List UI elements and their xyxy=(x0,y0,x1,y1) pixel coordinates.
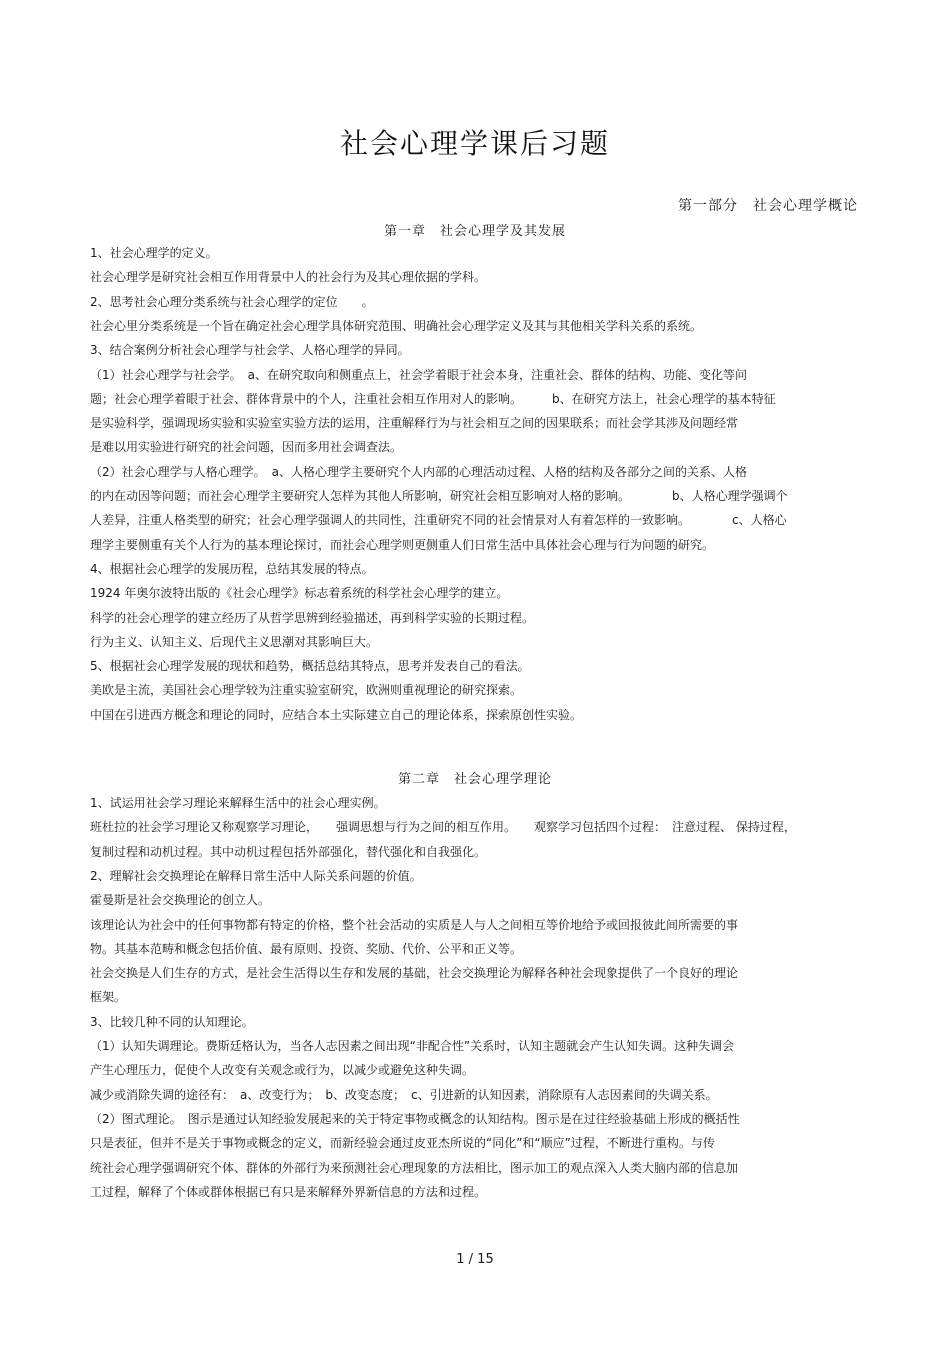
text-line: 1、试运用社会学习理论来解释生活中的社会心理实例。 xyxy=(90,796,386,810)
text-line: 社会交换是人们生存的方式，是社会生活得以生存和发展的基础，社会交换理论为解释各种社会现象提供了一个良好的理论 xyxy=(90,966,739,981)
text-line: 科学的社会心理学的建立经历了从哲学思辨到经验描述，再到科学实验的长期过程。 xyxy=(90,610,535,625)
text-line: 1、社会心理学的定义。 xyxy=(90,246,218,260)
text-line: 物。其基本范畴和概念包括价值、最有原则、投资、奖励、代价、公平和正义等。 xyxy=(90,941,523,956)
text-line: 的内在动因等问题；而社会心理学主要研究人怎样为其他人所影响，研究社会相互影响对人格的影响。 b、人格心理学强调个 xyxy=(90,489,788,503)
text-line: 2、理解社会交换理论在解释日常生活中人际关系问题的价值。 xyxy=(90,868,422,883)
text-line: 2、思考社会心理分类系统与社会心理学的定位 。 xyxy=(90,294,374,309)
text-line: 统社会心理学强调研究个体、群体的外部行为来预测社会心理现象的方法相比，图示加工的观点深入人类大脑内部的信息加 xyxy=(90,1160,739,1175)
text-line: 社会心里分类系统是一个旨在确定社会心理学具体研究范围、明确社会心理学定义及其与其他相关学科关系的系统。 xyxy=(90,318,703,333)
text-line: 是难以用实验进行研究的社会问题，因而多用社会调查法。 xyxy=(90,440,403,455)
text-line: 该理论认为社会中的任何事物都有特定的价格，整个社会活动的实质是人与人之间相互等价地给予或回报彼此间所需要的事 xyxy=(90,917,739,932)
text-line: 只是表征，但并不是关于事物或概念的定义，而新经验会通过皮亚杰所说的“同化”和“顺应”过程，不断进行重构。与传 xyxy=(90,1136,715,1151)
document-title: 社会心理学课后习题 xyxy=(339,127,610,160)
text-line: （1）认知失调理论。费斯廷格认为，当各人志因素之间出现“非配合性”关系时，认知主题就会产生认知失调。这种失调会 xyxy=(90,1039,735,1053)
part-heading: 第一部分 社会心理学概论 xyxy=(678,198,858,214)
text-line: 复制过程和动机过程。其中动机过程包括外部强化，替代强化和自我强化。 xyxy=(90,844,487,859)
text-line: 题；社会心理学着眼于社会、群体背景中的个人，注重社会相互作用对人的影响。 b、在研究方法上，社会心理学的基本特征 xyxy=(90,391,776,406)
text-line: 理学主要侧重有关个人行为的基本理论探讨，而社会心理学则更侧重人们日常生活中具体社会心理与行为问题的研究。 xyxy=(90,537,715,552)
chapter-1-heading: 第一章 社会心理学及其发展 xyxy=(383,224,566,239)
text-line: （2）图式理论。 图示是通过认知经验发展起来的关于特定事物或概念的认知结构。图示是在过往经验基础上形成的概括性 xyxy=(90,1111,740,1126)
text-line: 工过程，解释了个体或群体根据已有只是来解释外界新信息的方法和过程。 xyxy=(90,1184,487,1199)
text-line: 4、根据社会心理学的发展历程，总结其发展的特点。 xyxy=(90,561,374,576)
text-line: 中国在引进西方概念和理论的同时，应结合本土实际建立自己的理论体系，探索原创性实验。 xyxy=(90,707,583,722)
page-number: 1 / 15 xyxy=(456,1252,494,1267)
chapter-2-heading: 第二章 社会心理学理论 xyxy=(397,772,552,787)
text-line: （2）社会心理学与人格心理学。 a、人格心理学主要研究个人内部的心理活动过程、人格的结构及各部分之间的关系、人格 xyxy=(90,464,747,479)
text-line: 减少或消除失调的途径有： a、改变行为； b、改变态度； c、引进新的认知因素，消除原有人志因素间的失调关系。 xyxy=(90,1087,718,1102)
text-line: 产生心理压力，促使个人改变有关观念或行为，以减少或避免这种失调。 xyxy=(90,1063,475,1078)
text-line: 行为主义、认知主义、后现代主义思潮对其影响巨大。 xyxy=(90,634,379,649)
text-line: 霍曼斯是社会交换理论的创立人。 xyxy=(90,893,271,908)
text-line: （1）社会心理学与社会学。 a、在研究取向和侧重点上，社会学着眼于社会本身，注重社会、群体的结构、功能、变化等问 xyxy=(90,367,747,382)
text-line: 班杜拉的社会学习理论又称观察学习理论， 强调思想与行为之间的相互作用。 观察学习包括四个过程： 注意过程、 保持过程， xyxy=(90,820,796,835)
text-line: 5、根据社会心理学发展的现状和趋势，概括总结其特点，思考并发表自己的看法。 xyxy=(90,659,530,674)
text-line: 3、比较几种不同的认知理论。 xyxy=(90,1014,254,1029)
text-line: 是实验科学，强调现场实验和实验室实验方法的运用，注重解释行为与社会相互之间的因果联系；而社会学其涉及问题经常 xyxy=(90,416,739,431)
text-line: 美欧是主流，美国社会心理学较为注重实验室研究，欧洲则重视理论的研究探索。 xyxy=(90,683,523,698)
text-line: 社会心理学是研究社会相互作用背景中人的社会行为及其心理依据的学科。 xyxy=(90,270,487,285)
text-line: 3、结合案例分析社会心理学与社会学、人格心理学的异同。 xyxy=(90,343,410,358)
text-line: 框架。 xyxy=(90,990,127,1005)
text-line: 人差异，注重人格类型的研究；社会心理学强调人的共同性，注重研究不同的社会情景对人有着怎样的一致影响。 c、人格心 xyxy=(90,513,787,528)
text-line: 1924 年奥尔波特出版的《社会心理学》标志着系统的科学社会心理学的建立。 xyxy=(90,586,509,601)
